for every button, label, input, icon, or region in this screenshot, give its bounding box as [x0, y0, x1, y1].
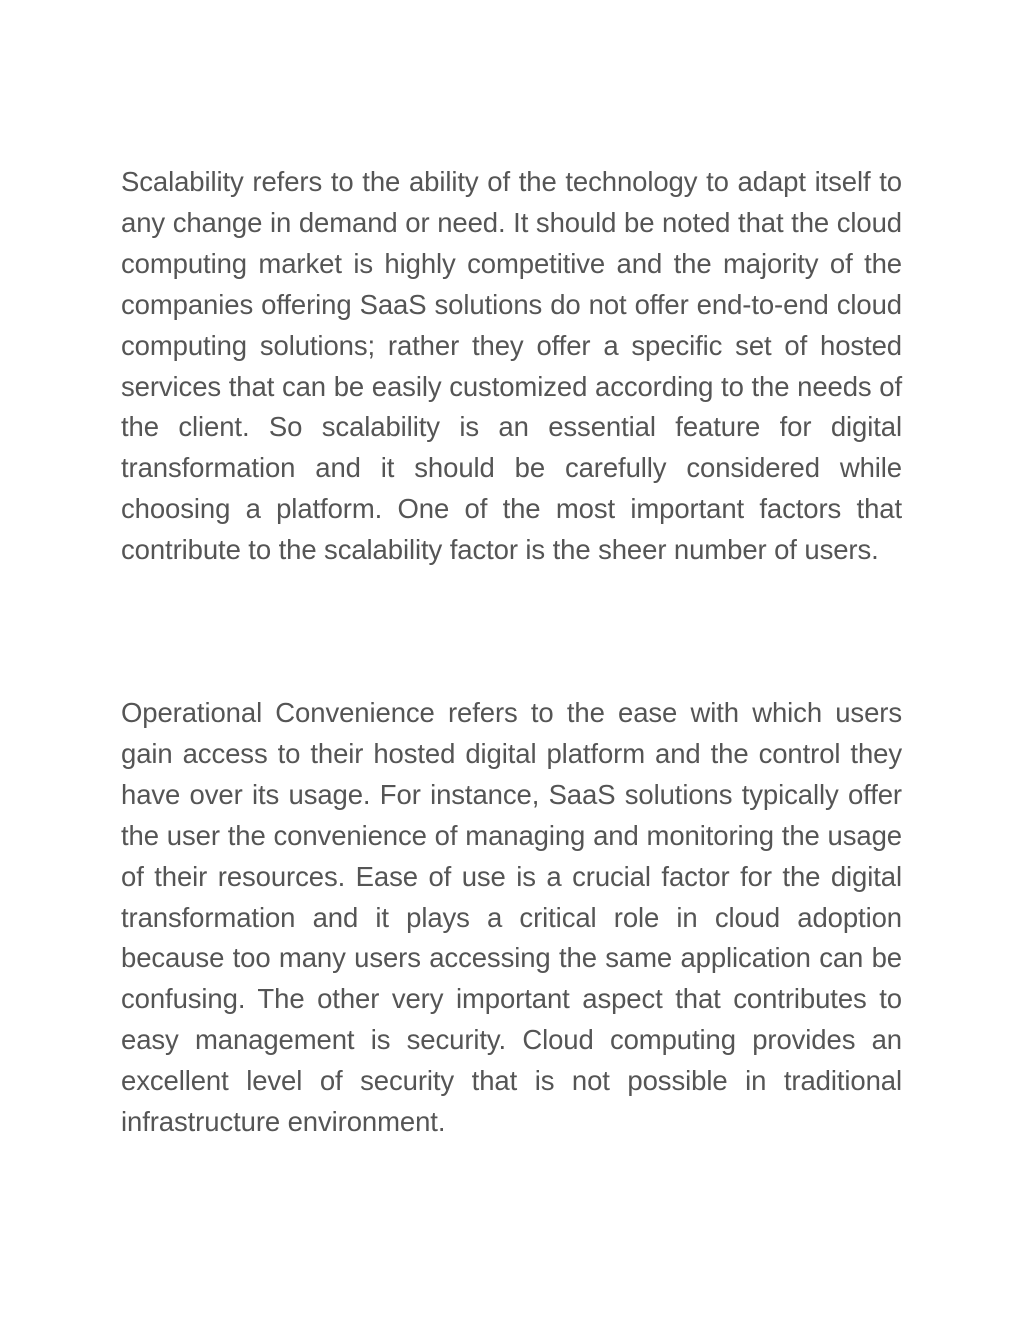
- paragraph-operational-convenience: Operational Convenience refers to the ease with which users gain access to their hosted digital platform and the control they have over its usage. For instance, SaaS solutions typically offer the user the convenience of managing and monitoring the usage of their resources. Ease of use is a crucial factor for the digital transformation and it plays a critical role in cloud adoption because too many users accessing the same application can be confusing. The other very important aspect that contributes to easy management is security. Cloud computing provides an excellent level of security that is not possible in traditional infrastructure environment.: [121, 697, 902, 1138]
- paragraph-scalability: Scalability refers to the ability of the technology to adapt itself to any change in demand or need. It should be noted that the cloud computing market is highly competitive and the majority of the companies offering SaaS solutions do not offer end-to-end cloud computing solutions; rather they offer a specific set of hosted services that can be easily customized according to the needs of the client. So scalability is an essential feature for digital transformation and it should be carefully considered while choosing a platform. One of the most important factors that contribute to the scalability factor is the sheer number of users.: [121, 166, 902, 566]
